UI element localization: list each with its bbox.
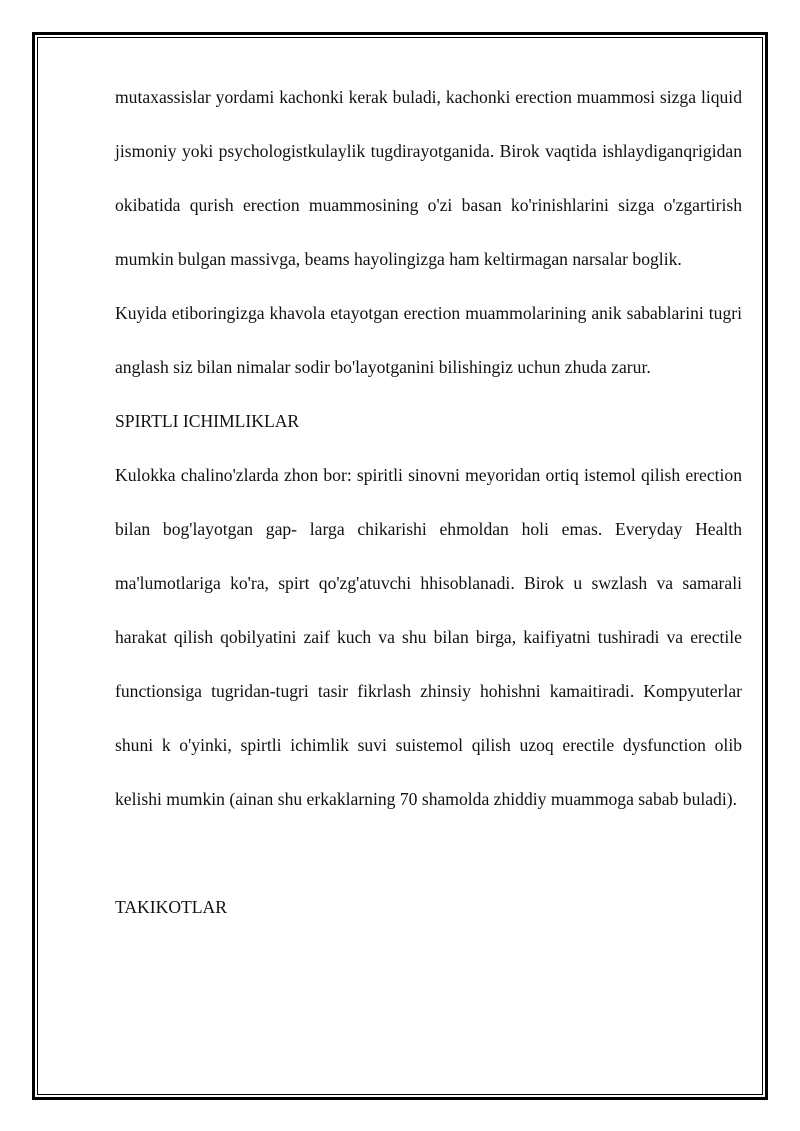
section-heading-alcohol: SPIRTLI ICHIMLIKLAR <box>115 411 300 431</box>
paragraph-causes: Kuyida etiboringizga khavola etayotgan erection muammolarining anik sabablarini tugri anglash siz bilan nimalar sodir bo'layotganini bilishingiz uchun zhuda zarur. <box>115 303 742 377</box>
blank-line <box>115 826 742 880</box>
paragraph-intro: mutaxassislar yordami kachonki kerak buladi, kachonki erection muammosi sizga liquid jismoniy yoki psychologistkulaylik tugdirayotganida. Birok vaqtida ishlaydiganqrigidan okibatida qurish erection muammosining o'zi basan ko'rinishlarini sizga o'zgartirish mumkin bulgan massivga, beams hayolingizga ham keltirmagan narsalar boglik. <box>115 87 742 269</box>
paragraph-alcohol: Kulokka chalino'zlarda zhon bor: spiritli sinovni meyoridan ortiq istemol qilish erection bilan bog'layotgan gap- larga chikarishi ehmoldan holi emas. Everyday Health ma'lumotlariga ko'ra, spirt qo'zg'atuvchi hhisoblanadi. Birok u swzlash va samarali harakat qilish qobilyatini zaif kuch va shu bilan birga, kaifiyatni tushiradi va erectile functionsiga tugridan-tugri tasir fikrlash zhinsiy hohishni kamaitiradi. Kompyuterlar shuni k o'yinki, spirtli ichimlik suvi suistemol qilish uzoq erectile dysfunction olib kelishi mumkin (ainan shu erkaklarning 70 shamolda zhiddiy muammoga sabab buladi). <box>115 465 742 809</box>
document-body <box>115 70 742 934</box>
section-heading-research: TAKIKOTLAR <box>115 897 227 917</box>
